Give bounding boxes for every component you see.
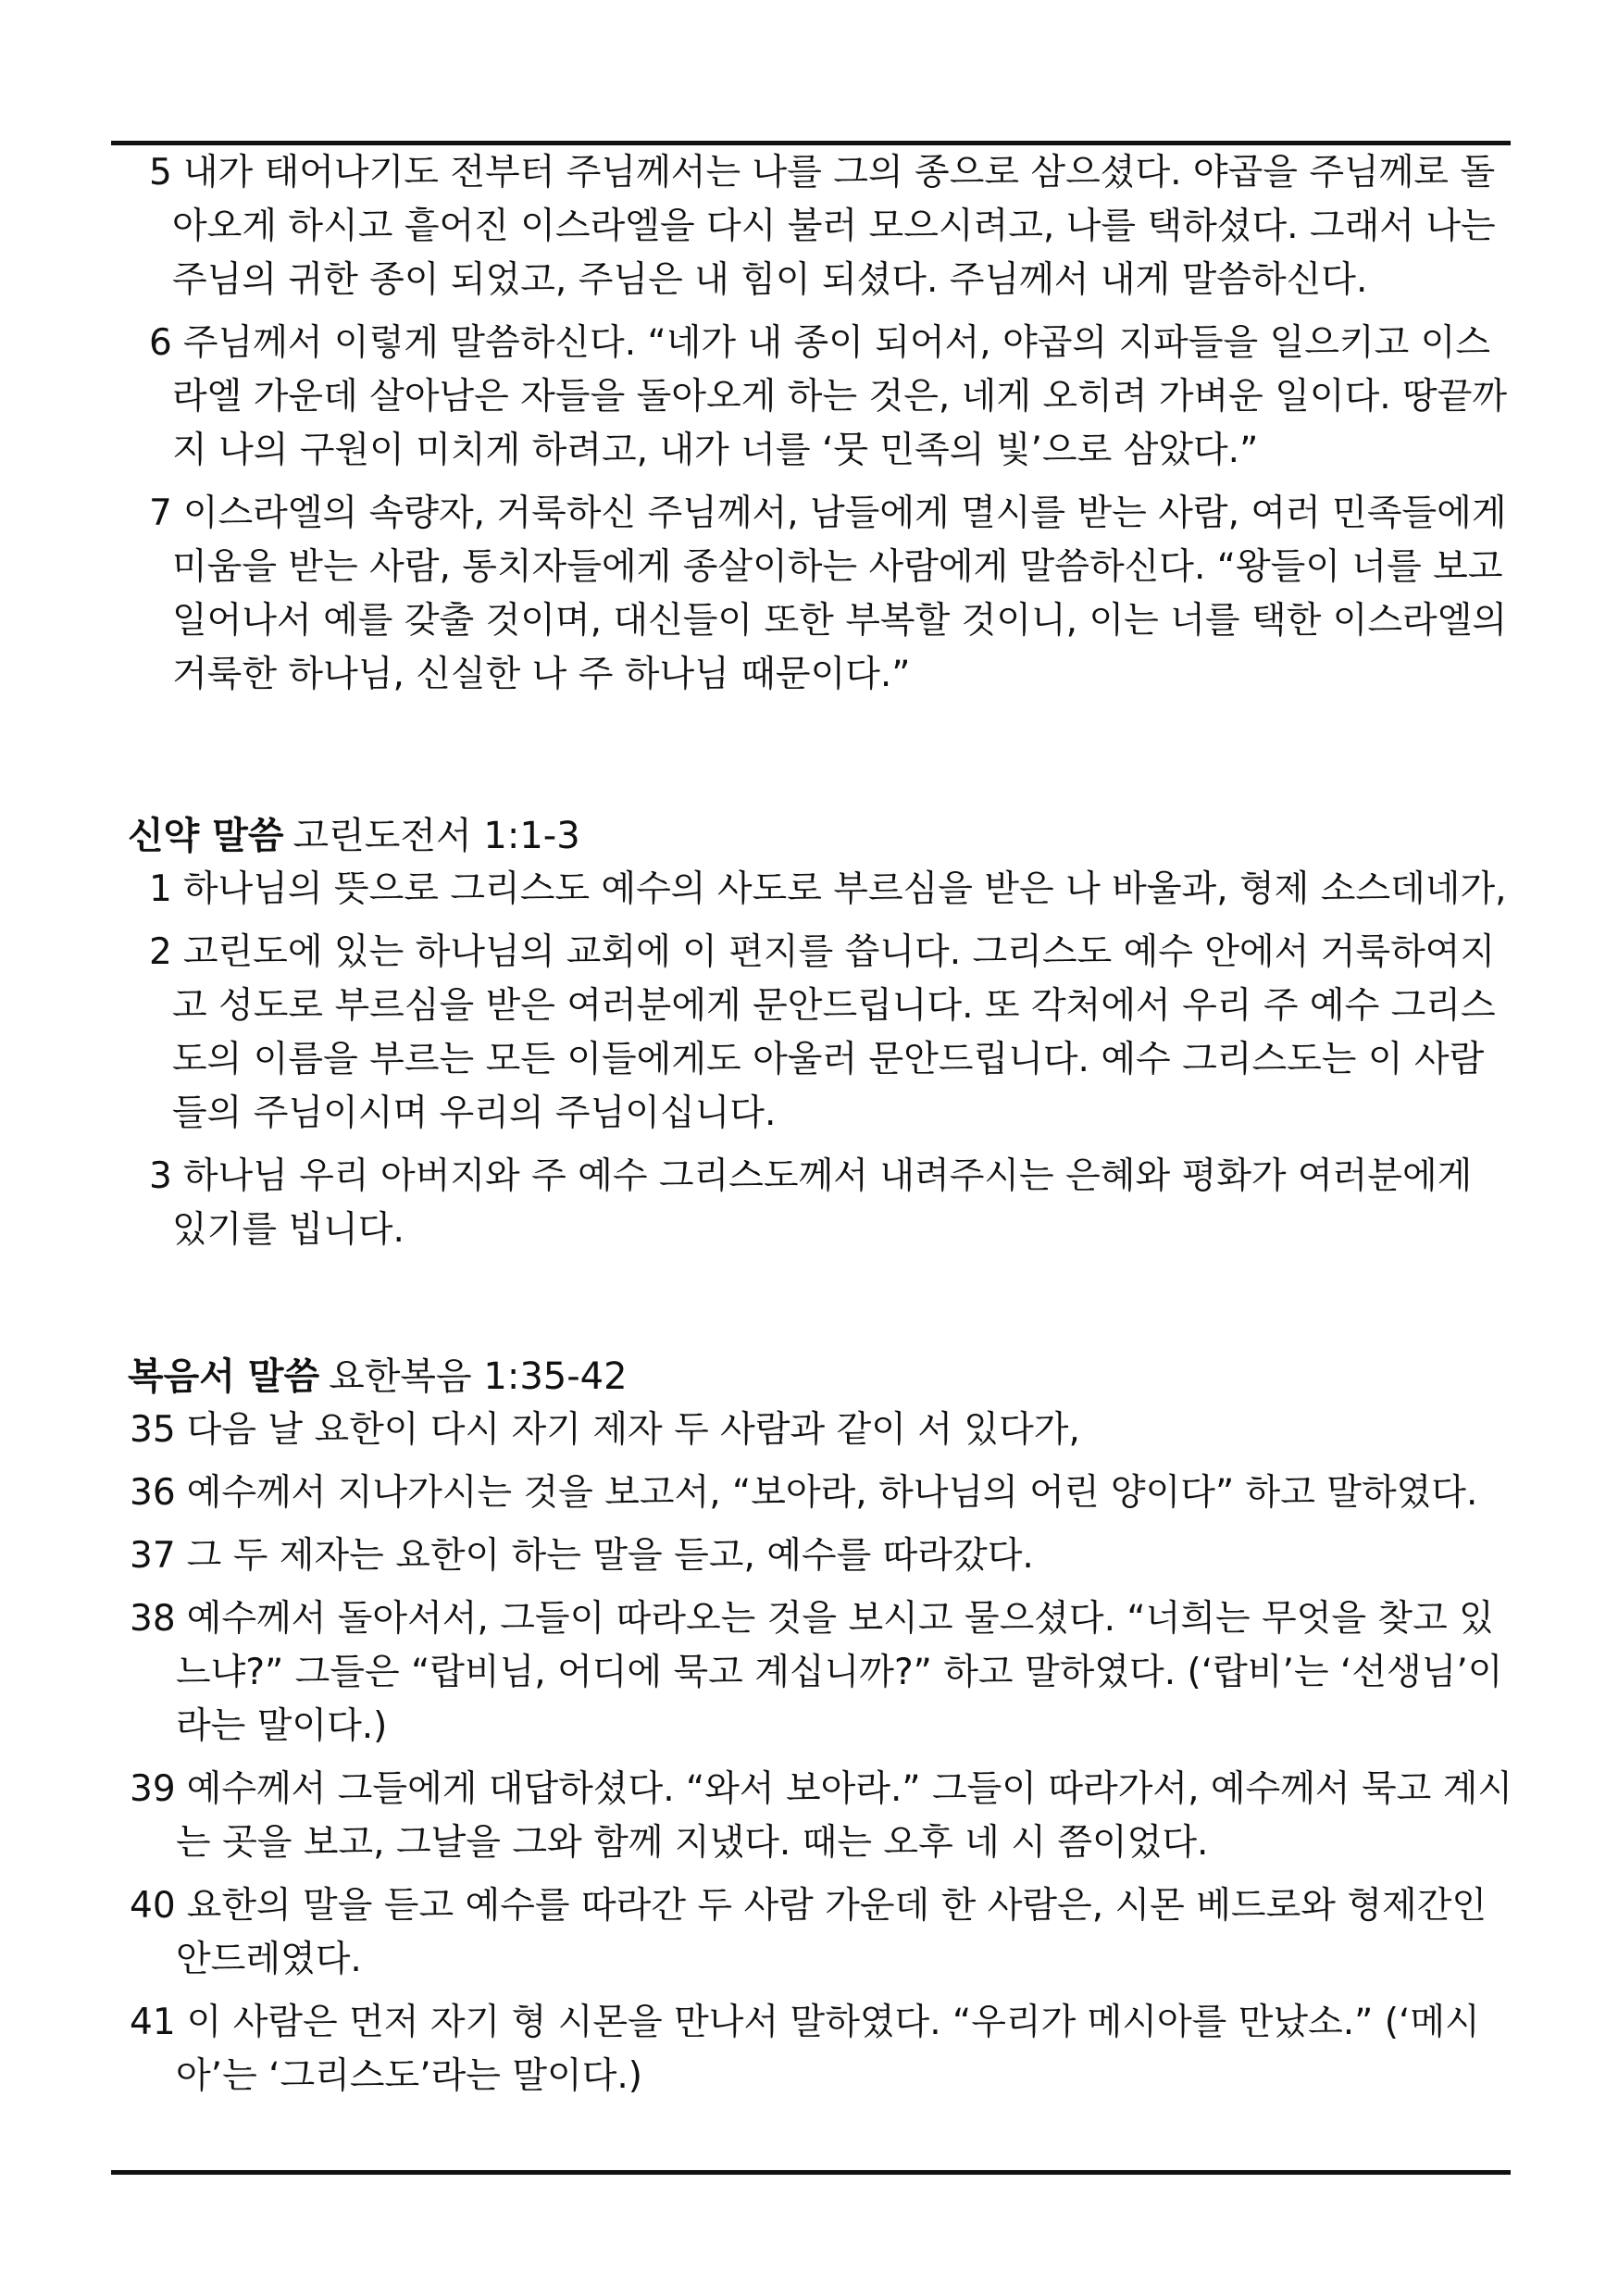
verse [130, 1996, 1518, 2103]
verse-text: 하나님 우리 아버지와 주 예수 그리스도께서 내려주시는 은혜와 평화가 여러분에게 있기를 빕니다. [172, 1155, 1473, 1251]
gospel-section [130, 1350, 1518, 2113]
verse-number: 40 [130, 1885, 176, 1927]
verse [130, 1404, 1518, 1457]
verse [130, 317, 1518, 478]
verse-number: 5 [149, 152, 172, 193]
verse-text: 이스라엘의 속량자, 거룩하신 주님께서, 남들에게 멸시를 받는 사람, 여러 민족들에게 미움을 받는 사람, 통치자들에게 종살이하는 사람에게 말씀하신다. “왕들이 너를 보고 일어나서 예를 갖출 것이며, 대신들이 또한 부복할 것이니, 이는 너를 택한 이스라엘의 거룩한 하나님, 신실한 나 주 하나님 때문이다.” [172, 493, 1508, 695]
verse-text: 그 두 제자는 요한이 하는 말을 듣고, 예수를 따라갔다. [186, 1535, 1034, 1577]
verse-number: 41 [130, 2002, 176, 2043]
verse [130, 1529, 1518, 1583]
verse-text: 이 사람은 먼저 자기 형 시몬을 만나서 말하였다. “우리가 메시아를 만났소.” (‘메시아’는 ‘그리스도’라는 말이다.) [176, 2002, 1480, 2097]
verse [130, 1879, 1518, 1987]
verse-number: 39 [130, 1768, 176, 1810]
verse-number: 37 [130, 1535, 176, 1577]
verse [130, 926, 1518, 1141]
verse-text: 주님께서 이렇게 말씀하신다. “네가 내 종이 되어서, 야곱의 지파들을 일으키고 이스라엘 가운데 살아남은 자들을 돌아오게 하는 것은, 네게 오히려 가벼운 일이다. 땅끝까지 나의 구원이 미치게 하려고, 내가 너를 ‘뭇 민족의 빛’으로 삼았다.” [172, 322, 1508, 471]
verse-number: 36 [130, 1472, 176, 1514]
verse [130, 1763, 1518, 1870]
verse [130, 1150, 1518, 1257]
verse-text: 예수께서 돌아서서, 그들이 따라오는 것을 보시고 물으셨다. “너희는 무엇을 찾고 있느냐?” 그들은 “랍비님, 어디에 묵고 계십니까?” 하고 말하였다. (‘랍비’는 ‘선생님’이라는 말이다.) [176, 1598, 1503, 1747]
verse [130, 146, 1518, 307]
verse-text: 예수께서 지나가시는 것을 보고서, “보아라, 하나님의 어린 양이다” 하고 말하였다. [186, 1472, 1478, 1514]
verse-text: 요한의 말을 듣고 예수를 따라간 두 사람 가운데 한 사람은, 시몬 베드로와 형제간인 안드레였다. [176, 1885, 1487, 1980]
verse-text: 예수께서 그들에게 대답하셨다. “와서 보아라.” 그들이 따라가서, 예수께서 묵고 계시는 곳을 보고, 그날을 그와 함께 지냈다. 때는 오후 네 시 쯤이었다. [176, 1768, 1513, 1864]
verse-text: 내가 태어나기도 전부터 주님께서는 나를 그의 종으로 삼으셨다. 야곱을 주님께로 돌아오게 하시고 흩어진 이스라엘을 다시 불러 모으시려고, 나를 택하셨다. 그래서 나는 주님의 귀한 종이 되었고, 주님은 내 힘이 되셨다. 주님께서 내게 말씀하신다. [172, 152, 1496, 301]
section-title: 신약 말씀 [128, 815, 284, 857]
verse [130, 1466, 1518, 1520]
verse-number: 3 [149, 1155, 172, 1197]
verse [130, 487, 1518, 702]
section-heading [128, 1350, 1516, 1404]
scripture-reference: 요한복음 1:35-42 [329, 1355, 628, 1398]
scripture-reference: 고린도전서 1:1-3 [292, 815, 580, 857]
verse-text: 하나님의 뜻으로 그리스도 예수의 사도로 부르심을 받은 나 바울과, 형제 소스데네가, [182, 868, 1507, 910]
verse-number: 38 [130, 1598, 176, 1640]
verse-number: 2 [149, 931, 172, 973]
verse-number: 7 [149, 493, 172, 534]
content-area [128, 146, 1518, 2097]
section-title: 복음서 말씀 [128, 1355, 320, 1398]
verse-text: 다음 날 요한이 다시 자기 제자 두 사람과 같이 서 있다가, [186, 1409, 1080, 1451]
epistle-section [130, 809, 1518, 1267]
section-heading [128, 809, 1516, 863]
bottom-rule [111, 2170, 1511, 2175]
verse-number: 35 [130, 1409, 176, 1451]
verse [130, 1592, 1518, 1753]
verse-number: 6 [149, 322, 172, 364]
verse [130, 863, 1518, 917]
verse-number: 1 [149, 868, 172, 910]
top-rule [111, 141, 1511, 145]
verse-text: 고린도에 있는 하나님의 교회에 이 편지를 씁니다. 그리스도 예수 안에서 거룩하여지고 성도로 부르심을 받은 여러분에게 문안드립니다. 또 각처에서 우리 주 예수 그리스도의 이름을 부르는 모든 이들에게도 아울러 문안드립니다. 예수 그리스도는 이 사람들의 주님이시며 우리의 주님이십니다. [172, 931, 1496, 1134]
old-testament-section [130, 146, 1518, 702]
